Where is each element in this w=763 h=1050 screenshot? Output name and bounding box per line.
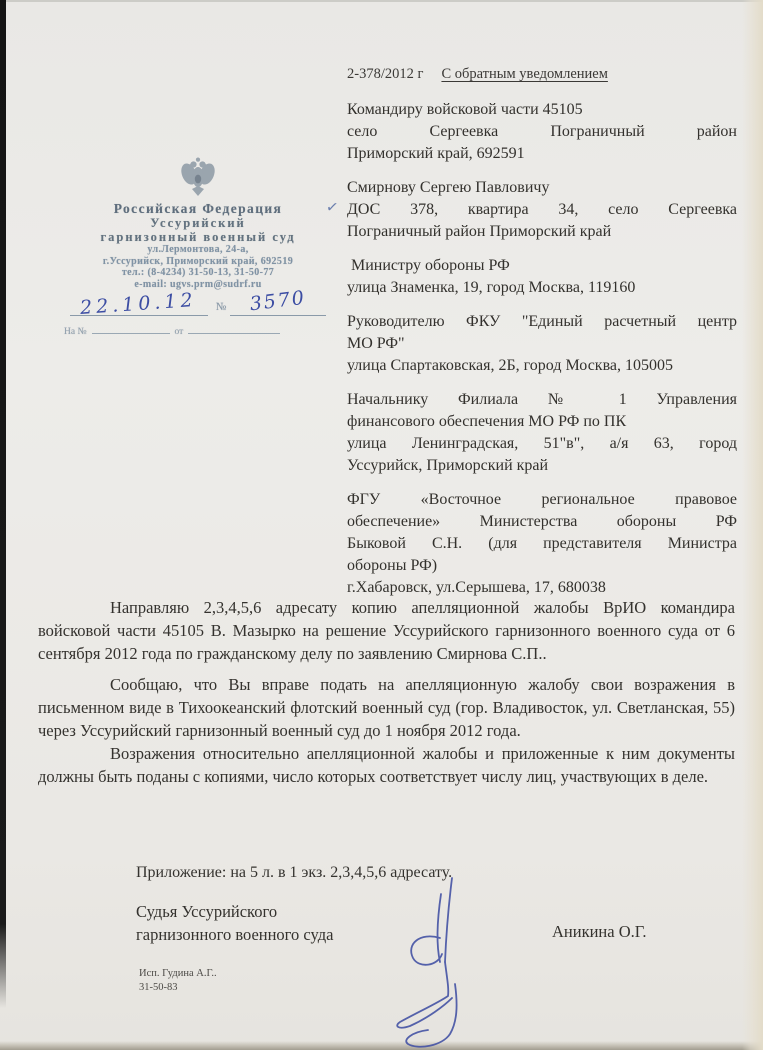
stamp-phone: тел.: (8-4234) 31-50-13, 31-50-77 [121, 267, 275, 278]
recipient-block [324, 177, 737, 243]
date-line [70, 288, 208, 320]
incoming-number-blank [92, 324, 170, 334]
signer-position-line2: гарнизонного военного суда [136, 925, 334, 944]
body-paragraph: Направляю 2,3,4,5,6 адресату копию апелляционной жалобы ВрИО командира войсковой части 45105 В. Мазырко на решение Уссурийского гарнизонного военного суда от 6 сентября 2012 года по гражданскому делу по заявлению Смирнова С.П.. [38, 598, 735, 663]
address-line: Руководителю ФКУ "Единый расчетный центр [347, 313, 737, 330]
address-line: Начальнику Филиала № 1 Управления [347, 391, 737, 408]
scan-edge-bottom [0, 1041, 763, 1050]
address-line: Министру обороны РФ [347, 257, 510, 274]
stamp-country: Российская Федерация [113, 201, 283, 216]
address-line: Пограничный район Приморский край [347, 223, 612, 240]
address-line: финансового обеспечения МО РФ по ПК [347, 413, 627, 430]
address-line: МО РФ" [347, 335, 405, 352]
address-line: ✓ ДОС 378, квартира 34, село Сергеевка [324, 197, 737, 218]
address-line: обороны РФ) [347, 557, 438, 574]
stamp-court-name-line1: Уссурийский [150, 216, 246, 230]
signer-position [136, 900, 333, 946]
address-line: обеспечение» Министерства обороны РФ [347, 513, 737, 530]
address-line: ФГУ «Восточное региональное правовое [347, 491, 737, 508]
stamp-date-number-row [52, 286, 344, 320]
number-sign: № [215, 301, 227, 313]
number-line [230, 286, 326, 316]
court-letterhead-stamp [52, 156, 344, 337]
address-line: улица Знаменка, 19, город Москва, 119160 [347, 279, 636, 296]
scan-edge-top [0, 0, 763, 2]
scan-edge-right [742, 0, 763, 1050]
address-line: Командиру войсковой части 45105 [347, 101, 583, 118]
recipient-block [347, 389, 737, 477]
address-line: Приморский край, 692591 [347, 145, 525, 162]
incoming-number-label: На № [64, 327, 87, 337]
stamp-reference-row [52, 324, 344, 337]
address-line: Смирнову Сергею Павловичу [347, 179, 550, 196]
address-line: село Сергеевка Пограничный район [347, 123, 737, 140]
recipient-block [347, 99, 737, 165]
return-receipt-notice: С обратным уведомлением [441, 66, 608, 82]
handwritten-date: 22.10.12 [79, 288, 198, 320]
executor-phone: 31-50-83 [139, 982, 178, 993]
address-line: Уссурийск, Приморский край [347, 457, 549, 474]
recipient-block [347, 489, 737, 599]
recipient-block [347, 311, 737, 377]
stamp-email: e-mail: ugvs.prm@sudrf.ru [134, 278, 262, 290]
russia-coat-of-arms-icon [52, 156, 344, 200]
address-line: улица Спартаковская, 2Б, город Москва, 105005 [347, 357, 674, 374]
attachment-line: Приложение: на 5 л. в 1 экз. 2,3,4,5,6 адресату. [136, 864, 453, 881]
stamp-city: г.Уссурийск, Приморский край, 692519 [102, 255, 294, 267]
signature-ink [388, 866, 480, 1050]
scan-edge-left [0, 0, 6, 1050]
from-date-blank [188, 324, 280, 334]
address-line: г.Хабаровск, ул.Серышева, 17, 680038 [347, 579, 606, 596]
signer-name: Аникина О.Г. [552, 922, 647, 941]
address-line: Быковой С.Н. (для представителя Министра [347, 535, 737, 552]
case-number: 2-378/2012 г [347, 66, 424, 82]
body-paragraph: Возражения относительно апелляционной жалобы и приложенные к ним документы должны быть поданы с копиями, число которых соответствует числу лиц, участвующих в деле. [38, 744, 735, 786]
executor-note: Исп. Гудина А.Г.. [139, 968, 217, 979]
recipients-column [324, 99, 737, 611]
checkmark-annotation: ✓ [324, 197, 340, 217]
signer-position-line1: Судья Уссурийского [136, 902, 278, 921]
from-label: от [174, 327, 184, 337]
header-row [347, 66, 608, 83]
stamp-street: ул.Лермонтова, 24-а, [147, 244, 249, 255]
address-line: улица Ленинградская, 51"в", а/я 63, город [347, 435, 737, 452]
handwritten-outgoing-number: 3570 [248, 286, 308, 316]
recipient-block [347, 255, 737, 299]
executor-block [139, 967, 217, 995]
stamp-court-name-line2: гарнизонный военный суд [100, 229, 296, 244]
body-paragraph: Сообщаю, что Вы вправе подать на апелляционную жалобу свои возражения в письменном виде в Тихоокеанский флотский военный суд (гор. Владивосток, ул. Светланская, 55) через Уссурийский гарнизонный военный суд до 1 ноября 2012 года. [38, 675, 735, 740]
letter-body [38, 596, 735, 788]
